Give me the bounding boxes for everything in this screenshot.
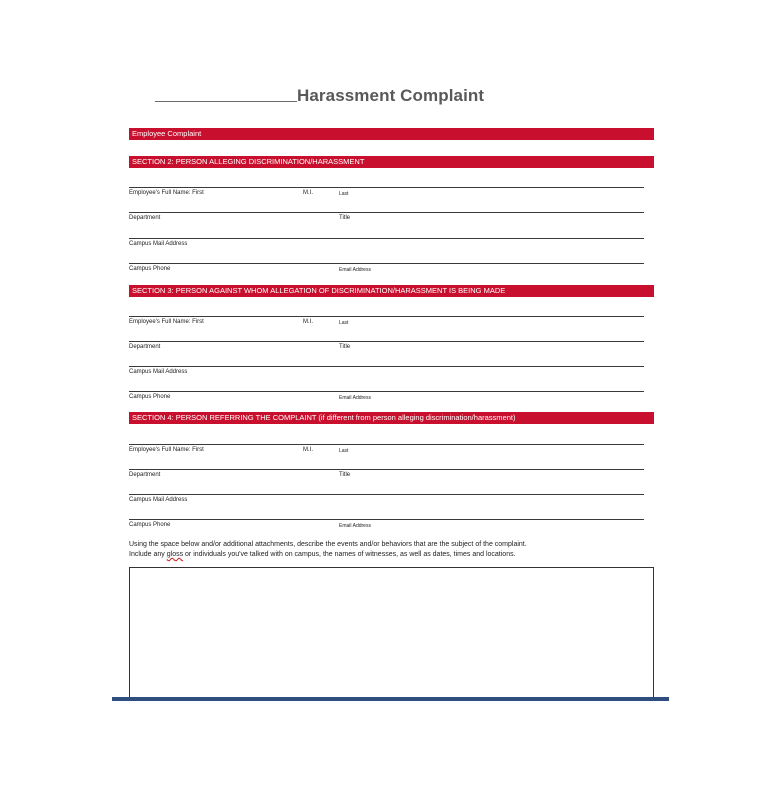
section-3-department-label: Department [129,344,161,350]
instructions [129,540,649,560]
section-4-full-name-label: Employee's Full Name: First [129,447,204,453]
section-4-last-label: Last [339,448,349,454]
section-3-phone-line [129,391,644,392]
section-2-name-line [129,187,644,188]
section-4-mi-label: M.I. [303,447,313,453]
section-2-department-label: Department [129,215,161,221]
instructions-line-2-start: Include any [129,551,167,558]
section-3-email-label: Email Address [339,395,371,401]
section-2-last-label: Last [339,191,349,197]
description-textbox[interactable] [129,567,654,701]
section-4-department-label: Department [129,472,161,478]
section-3-title-label: Title [339,344,351,350]
title-underline [155,101,297,102]
section-3-full-name-label: Employee's Full Name: First [129,319,204,325]
instructions-line-2 [129,550,649,560]
section-4-mail-line [129,494,644,495]
section-3-mail-label: Campus Mail Address [129,369,188,375]
section-4-department-line [129,469,644,470]
section-3-name-line [129,316,644,317]
section-2-full-name-label: Employee's Full Name: First [129,190,204,196]
section-2-mi-label: M.I. [303,190,313,196]
bottom-rule [112,697,669,701]
section-3-department-line [129,341,644,342]
section-2-mail-line [129,238,644,239]
section-4-phone-label: Campus Phone [129,522,171,528]
section-3-mail-line [129,366,644,367]
section-2-mail-label: Campus Mail Address [129,241,188,247]
instructions-line-2-end: or individuals you've talked with on campus, the names of witnesses, as well as dates, times and locations. [183,551,516,558]
section-4-name-line [129,444,644,445]
section-4-phone-line [129,519,644,520]
section-3-phone-label: Campus Phone [129,394,171,400]
section-4-mail-label: Campus Mail Address [129,497,188,503]
section-2-phone-line [129,263,644,264]
section-4-title-label: Title [339,472,351,478]
section-2-heading: SECTION 2: PERSON ALLEGING DISCRIMINATION/HARASSMENT [129,156,654,168]
section-2-email-label: Email Address [339,267,371,273]
section-4-email-label: Email Address [339,523,371,529]
section-3-last-label: Last [339,320,349,326]
section-2-title-label: Title [339,215,351,221]
instructions-line-1: Using the space below and/or additional attachments, describe the events and/or behaviors that are the subject of the complaint. [129,541,527,548]
spellcheck-flagged-word: gloss [166,551,184,558]
section-2-phone-label: Campus Phone [129,266,171,272]
section-3-heading: SECTION 3: PERSON AGAINST WHOM ALLEGATION OF DISCRIMINATION/HARASSMENT IS BEING MADE [129,285,654,297]
section-4-heading: SECTION 4: PERSON REFERRING THE COMPLAINT (if different from person alleging discrimination/harassment) [129,412,654,424]
document-title: Harassment Complaint [297,86,485,105]
section-3-mi-label: M.I. [303,319,313,325]
section-2-department-line [129,212,644,213]
employee-complaint-bar: Employee Complaint [129,128,654,140]
